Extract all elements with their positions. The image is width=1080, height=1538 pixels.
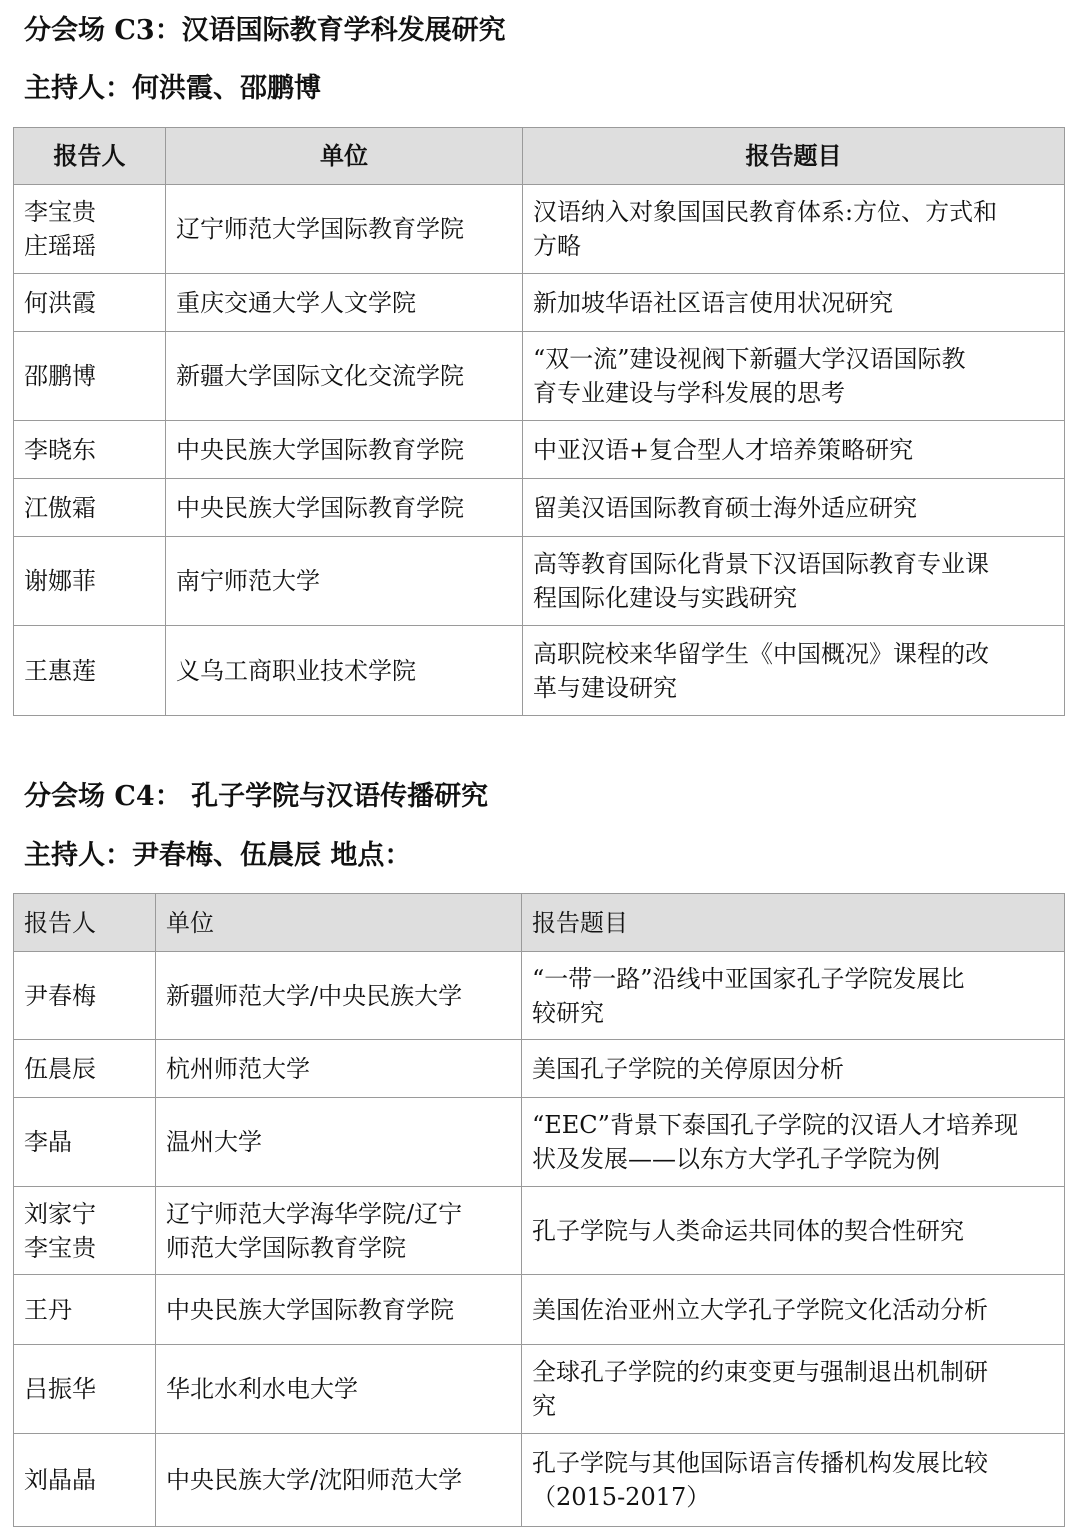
- topic-cell: 留美汉语国际教育硕士海外适应研究: [523, 479, 1065, 537]
- unit-cell: 中央民族大学国际教育学院: [156, 1275, 522, 1345]
- speaker-cell: 李宝贵 庄瑶瑶: [14, 185, 166, 274]
- topic-cell: 美国佐治亚州立大学孔子学院文化活动分析: [522, 1275, 1065, 1345]
- unit-cell: 辽宁师范大学国际教育学院: [166, 185, 523, 274]
- session-c3-title: 分会场 C3：汉语国际教育学科发展研究: [24, 15, 506, 46]
- unit-cell: 中央民族大学国际教育学院: [166, 421, 523, 479]
- topic-cell: “双一流”建设视阀下新疆大学汉语国际教 育专业建设与学科发展的思考: [523, 332, 1065, 421]
- topic-cell: 中亚汉语+复合型人才培养策略研究: [523, 421, 1065, 479]
- unit-cell: 中央民族大学国际教育学院: [166, 479, 523, 537]
- unit-cell: 华北水利水电大学: [156, 1345, 522, 1434]
- table-row: [14, 1187, 1065, 1275]
- session-c4-hosts: 主持人：尹春梅、伍晨辰 地点：: [24, 840, 412, 871]
- table-row: [14, 1040, 1065, 1098]
- table-row: [14, 1098, 1065, 1187]
- table-header-row: [14, 128, 1065, 185]
- unit-cell: 新疆大学国际文化交流学院: [166, 332, 523, 421]
- topic-cell: “EEC”背景下泰国孔子学院的汉语人才培养现 状及发展——以东方大学孔子学院为例: [522, 1098, 1065, 1187]
- column-header-topic: 报告题目: [523, 128, 1065, 185]
- speaker-cell: 吕振华: [14, 1345, 156, 1434]
- speaker-cell: 邵鹏博: [14, 332, 166, 421]
- speaker-cell: 刘晶晶: [14, 1434, 156, 1527]
- unit-cell: 中央民族大学/沈阳师范大学: [156, 1434, 522, 1527]
- table-header-row: [14, 894, 1065, 952]
- column-header-speaker: 报告人: [14, 128, 166, 185]
- table-row: [14, 274, 1065, 332]
- column-header-speaker: 报告人: [14, 894, 156, 952]
- topic-cell: 汉语纳入对象国国民教育体系:方位、方式和 方略: [523, 185, 1065, 274]
- topic-cell: “一带一路”沿线中亚国家孔子学院发展比 较研究: [522, 952, 1065, 1040]
- session-c4-table: [13, 893, 1065, 1527]
- unit-cell: 温州大学: [156, 1098, 522, 1187]
- session-c4-title: 分会场 C4： 孔子学院与汉语传播研究: [24, 781, 489, 812]
- table-row: [14, 185, 1065, 274]
- speaker-cell: 伍晨辰: [14, 1040, 156, 1098]
- unit-cell: 南宁师范大学: [166, 537, 523, 626]
- unit-cell: 辽宁师范大学海华学院/辽宁 师范大学国际教育学院: [156, 1187, 522, 1275]
- session-c3-table: [13, 127, 1065, 716]
- table-row: [14, 421, 1065, 479]
- speaker-cell: 江傲霜: [14, 479, 166, 537]
- column-header-topic: 报告题目: [522, 894, 1065, 952]
- unit-cell: 杭州师范大学: [156, 1040, 522, 1098]
- speaker-cell: 王丹: [14, 1275, 156, 1345]
- speaker-cell: 李晓东: [14, 421, 166, 479]
- topic-cell: 高等教育国际化背景下汉语国际教育专业课 程国际化建设与实践研究: [523, 537, 1065, 626]
- topic-cell: 孔子学院与其他国际语言传播机构发展比较 （2015-2017）: [522, 1434, 1065, 1527]
- topic-cell: 高职院校来华留学生《中国概况》课程的改 革与建设研究: [523, 626, 1065, 716]
- speaker-cell: 刘家宁 李宝贵: [14, 1187, 156, 1275]
- table-row: [14, 952, 1065, 1040]
- unit-cell: 义乌工商职业技术学院: [166, 626, 523, 716]
- table-row: [14, 1434, 1065, 1527]
- speaker-cell: 何洪霞: [14, 274, 166, 332]
- topic-cell: 美国孔子学院的关停原因分析: [522, 1040, 1065, 1098]
- speaker-cell: 王惠莲: [14, 626, 166, 716]
- speaker-cell: 李晶: [14, 1098, 156, 1187]
- table-row: [14, 332, 1065, 421]
- topic-cell: 全球孔子学院的约束变更与强制退出机制研 究: [522, 1345, 1065, 1434]
- table-row: [14, 626, 1065, 716]
- table-row: [14, 1275, 1065, 1345]
- topic-cell: 孔子学院与人类命运共同体的契合性研究: [522, 1187, 1065, 1275]
- speaker-cell: 谢娜菲: [14, 537, 166, 626]
- unit-cell: 重庆交通大学人文学院: [166, 274, 523, 332]
- column-header-unit: 单位: [156, 894, 522, 952]
- table-row: [14, 537, 1065, 626]
- table-row: [14, 479, 1065, 537]
- session-c3-hosts: 主持人：何洪霞、邵鹏博: [24, 73, 321, 104]
- column-header-unit: 单位: [166, 128, 523, 185]
- topic-cell: 新加坡华语社区语言使用状况研究: [523, 274, 1065, 332]
- unit-cell: 新疆师范大学/中央民族大学: [156, 952, 522, 1040]
- table-row: [14, 1345, 1065, 1434]
- speaker-cell: 尹春梅: [14, 952, 156, 1040]
